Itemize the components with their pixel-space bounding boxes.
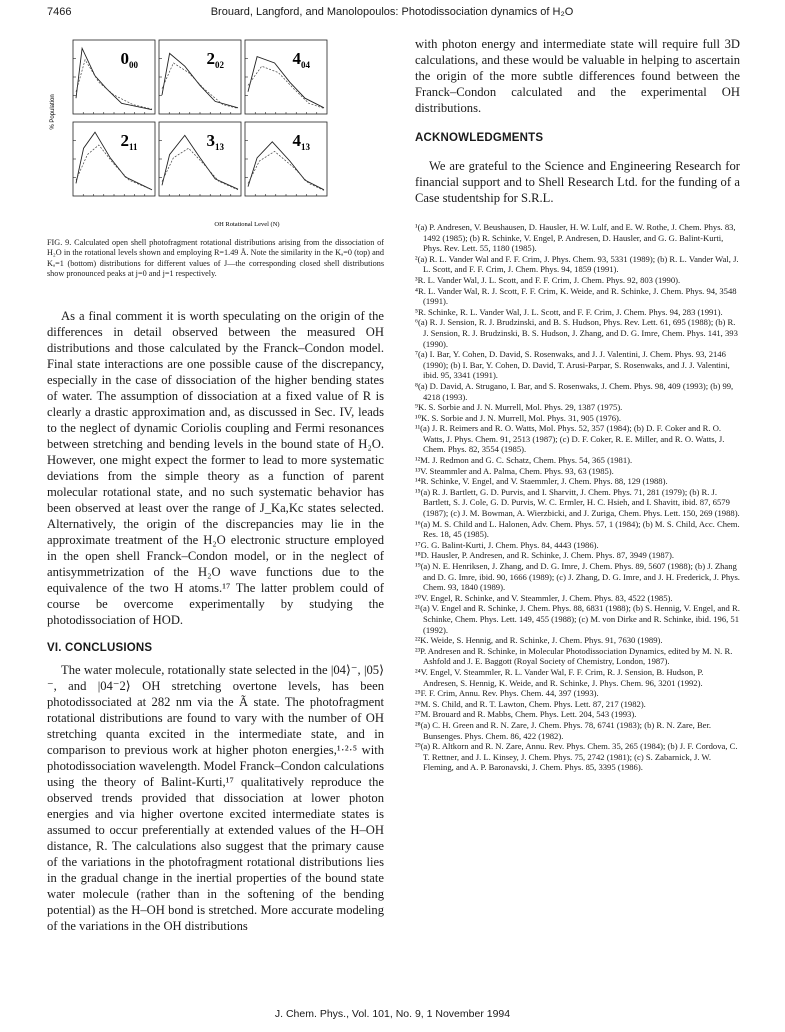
reference-item: ³R. L. Vander Wal, J. L. Scott, and F. F. Crim, J. Chem. Phys. 92, 803 (1990).	[415, 274, 681, 285]
reference-item: ⁸(a) D. David, A. Strugano, I. Bar, and S. Rosenwaks, J. Chem. Phys. 98, 409 (1993); (b) 99, 4218 (1993).	[415, 380, 734, 402]
reference-item: ²²K. Weide, S. Hennig, and R. Schinke, J. Chem. Phys. 91, 7630 (1989).	[415, 635, 663, 646]
panel-label-subscript: 04	[301, 60, 311, 70]
reference-item: ¹⁹(a) N. E. Henriksen, J. Zhang, and D. G. Imre, J. Chem. Phys. 89, 5607 (1988); (b) J. Zhang and D. G. Imre, ibid. 90, 1666 (1989); (c) J. Zhang, D. G. Imre, and J. H. Frederick, J. Phys. Chem. 93, 1840 (1989).	[415, 561, 740, 593]
figure-caption: FIG. 9. Calculated open shell photofragment rotational distributions arising from the dissociation of H₂O in the rotational levels shown and employing R=1.49 Å. Note the similarity in the Kₐ=0 (top) and Kₐ=1 (bottom) distributions for different values of J—the corresponding closed shell distributions show pronounced peaks at j=0 and j=1 respectively.	[47, 238, 384, 279]
reference-item: ²⁵F. F. Crim, Annu. Rev. Phys. Chem. 44, 397 (1993).	[415, 688, 599, 699]
reference-item: ²⁴V. Engel, V. Steammler, R. L. Vander Wal, F. F. Crim, R. J. Sension, B. Hudson, P. Andresen, S. Hennig, K. Weide, and R. Schinke, J. Phys. Chem. 96, 3201 (1992).	[415, 666, 704, 688]
reference-item: ²⁸(a) C. H. Green and R. N. Zare, J. Chem. Phys. 78, 6741 (1983); (b) R. N. Zare, Ber. Bunsenges. Phys. Chem. 86, 422 (1982).	[415, 719, 712, 741]
reference-item: ²(a) R. L. Vander Wal and F. F. Crim, J. Phys. Chem. 93, 5331 (1989); (b) R. L. Vander Wal, J. L. Scott, and F. F. Crim, J. Chem. Phys. 94, 1859 (1991).	[415, 253, 739, 275]
paragraph-conclusions: The water molecule, rotationally state selected in the |04⟩⁻, |05⟩⁻, and |04⁻2⟩ OH stretching overtone levels, has been photodissociated at 282 nm via the Ã state. The photofragment rotational distributions are found to vary with the number of OH stretching quanta excited in the intermediate state, and in comparison to previous work at higher photon energies,¹·²·⁵ with photodissociation wavelength. Model Franck–Condon calculations using the theory of Balint-Kurti,¹⁷ qualitatively reproduce the observed trends provided that dissociation at lower photon energies and via higher overtone excited intermediate states is assumed to occur preferentially at extended values of the H–OH distance, R. The calculations also suggest that the primary cause of the variations in the photofragment rotational distributions lies in the gradual change in the inertial properties of the bound state water molecule (rather than in the softening of the bending potential) as the H–OH bond is stretched. More accurate modeling of the variations in the OH distributions	[47, 662, 384, 933]
reference-item: ²⁶M. S. Child, and R. T. Lawton, Chem. Phys. Lett. 87, 217 (1982).	[415, 698, 646, 709]
panel-label: $4_{04}$	[292, 49, 311, 70]
panel-label-subscript: 02	[215, 60, 225, 70]
panel-frame	[73, 40, 155, 114]
paragraph-final-comment: As a final comment it is worth speculating on the origin of the differences in detail observed between the measured OH distributions and those calculated by the Franck–Condon model. Final state interactions are one possible cause of the discrepancy, especially in the case of dissociation of the higher bending states of water. The assumption of dissociation at a fixed value of R is clearly a drastic approximation and, as discussed in Sec. IV, leads to the neglect of dynamic Coriolis coupling and Fermi resonances between stretching and bending levels in the bound state of H₂O. However, one might expect the former to lead to more systematic deviations from the simple theory as a function of parent molecular rotational state, and no such systematic behavior has been observed at least over the range of J_Ka,Kc states selected. Alternatively, the origin of the discrepancies may lie in the approximate treatment of the H₂O electronic structure employed in the open shell Franck–Condon model, or in the neglect of antisymmetrization of the H₂O wave functions due to the equivalence of the two H atoms.¹⁷ The latter problem could of course be overcome experimentally by studying the photodissociation of HOD.	[47, 308, 384, 627]
distribution-curve	[248, 142, 324, 190]
right-column	[415, 36, 740, 773]
panel-label: $0_{00}$	[120, 49, 139, 70]
running-title: Brouard, Langford, and Manolopoulos: Photodissociation dynamics of H₂O	[210, 6, 574, 18]
reference-item: ²¹(a) V. Engel and R. Schinke, J. Chem. Phys. 88, 6831 (1988); (b) S. Hennig, V. Engel, and R. Schinke, Chem. Phys. Lett. 149, 455 (1988); (c) M. von Dirke and R. Schinke, ibid. 196, 51 (1992).	[415, 603, 740, 635]
panel-label: $3_{13}$	[206, 131, 225, 152]
reference-item: ⁶(a) R. J. Sension, R. J. Brudzinski, and B. S. Hudson, Phys. Rev. Lett. 61, 695 (1988); (b) R. J. Sension, R. J. Brudzinski, B. S. Hudson, J. Zhang, and D. G. Imre, Chem. Phys. 141, 393 (1990).	[415, 317, 738, 349]
figure-9	[47, 36, 384, 232]
reference-item: ²⁷M. Brouard and R. Mabbs, Chem. Phys. Lett. 204, 543 (1993).	[415, 709, 637, 720]
distribution-curve	[162, 53, 238, 107]
reference-item: ¹⁴R. Schinke, V. Engel, and V. Staemmler, J. Chem. Phys. 88, 129 (1988).	[415, 476, 668, 487]
reference-item: ¹⁰K. S. Sorbie and J. N. Murrell, Mol. Phys. 31, 905 (1976).	[415, 412, 622, 423]
reference-item: ¹⁵(a) R. J. Bartlett, G. D. Purvis, and I. Sharvitt, J. Chem. Phys. 71, 281 (1979); (b) R. J. Bartlett, S. J. Cole, G. D. Purvis, W. C. Ermler, H. C. Hsieh, and I. Shavitt, ibid. 87, 6579 (1987); (c) J. M. Bowman, A. Wierzbicki, and J. Zuriga, Chem. Phys. Lett. 150, 269 (1988).	[415, 486, 740, 519]
reference-item: ¹(a) P. Andresen, V. Beushausen, D. Hausler, H. W. Lulf, and E. W. Rothe, J. Chem. Phys. 83, 1492 (1985); (b) R. Schinke, V. Engel, P. Andresen, D. Hausler, and G. G. Balint-Kurti, Phys. Rev. Lett. 55, 1180 (1985).	[415, 222, 736, 254]
panel-label: $2_{02}$	[206, 49, 225, 70]
distribution-curve-alt	[76, 60, 152, 109]
reference-item: ⁷(a) I. Bar, Y. Cohen, D. David, S. Rosenwaks, and J. J. Valentini, J. Chem. Phys. 93, 2146 (1990); (b) I. Bar, Y. Cohen, D. David, T. Arusi-Parpar, S. Rosenwaks, and J. J. Valentini, ibid. 95, 3341 (1991).	[415, 349, 730, 381]
paragraph-acknowledgments: We are grateful to the Science and Engineering Research for financial support and to Shell Research Ltd. for the funding of a Case studentship for S.R.L.	[415, 159, 740, 205]
distribution-curve	[248, 57, 324, 108]
reference-item: ¹⁸D. Hausler, P. Andresen, and R. Schinke, J. Chem. Phys. 87, 3949 (1987).	[415, 550, 674, 561]
reference-item: ⁴R. L. Vander Wal, R. J. Scott, F. F. Crim, K. Weide, and R. Schinke, J. Chem. Phys. 94, 3548 (1991).	[415, 285, 737, 307]
left-column	[47, 36, 384, 934]
distribution-curve	[76, 48, 152, 109]
panel-label-subscript: 13	[301, 142, 311, 152]
reference-item: ²³P. Andresen and R. Schinke, in Molecular Photodissociation Dynamics, edited by M. N. R. Ashfold and J. E. Baggott (Royal Society of Chemistry, London, 1987).	[415, 645, 733, 667]
reference-item: ¹²M. J. Redmon and G. C. Schatz, Chem. Phys. 54, 365 (1981).	[415, 455, 633, 466]
page-number: 7466	[47, 6, 72, 18]
reference-item: ²⁹(a) R. Altkorn and R. N. Zare, Annu. Rev. Phys. Chem. 35, 265 (1984); (b) J. F. Cordova, C. T. Rettner, and J. L. Kinsey, J. Chem. Phys. 75, 2742 (1981); (c) S. Zabarnick, J. W. Fleming, and A. P. Baronavski, J. Chem. Phys. 85, 3395 (1986).	[415, 741, 738, 773]
reference-item: ⁵R. Schinke, R. L. Vander Wal, J. L. Scott, and F. F. Crim, J. Chem. Phys. 94, 283 (1991).	[415, 306, 723, 317]
panel-label-subscript: 00	[129, 60, 139, 70]
panel-label: $4_{13}$	[292, 131, 311, 152]
reference-item: ¹³V. Steammler and A. Palma, Chem. Phys. 93, 63 (1985).	[415, 465, 614, 476]
y-axis-label: % Population	[50, 94, 56, 130]
section-heading-conclusions: VI. CONCLUSIONS	[47, 641, 153, 654]
panel-frame	[159, 40, 241, 114]
distribution-curve	[162, 135, 238, 189]
distribution-curve-alt	[76, 145, 152, 190]
reference-item: ¹¹(a) J. R. Reimers and R. O. Watts, Mol. Phys. 52, 357 (1984); (b) D. F. Coker and R. O. Watts, J. Phys. Chem. 91, 2513 (1987); (c) D. F. Coker, R. E. Miller, and R. O. Watts, J. Chem. Phys. 82, 3554 (1985).	[415, 423, 725, 455]
journal-footer: J. Chem. Phys., Vol. 101, No. 9, 1 November 1994	[274, 1008, 511, 1020]
section-heading-acknowledgments: ACKNOWLEDGMENTS	[415, 132, 544, 144]
reference-item: ²⁰V. Engel, R. Schinke, and V. Steammler, J. Chem. Phys. 83, 4522 (1985).	[415, 592, 673, 603]
reference-item: ¹⁷G. G. Balint-Kurti, J. Chem. Phys. 84, 4443 (1986).	[415, 539, 599, 550]
reference-item: ⁹K. S. Sorbie and J. N. Murrell, Mol. Phys. 29, 1387 (1975).	[415, 402, 623, 413]
panel-label: $2_{11}$	[120, 131, 138, 152]
x-axis-label: OH Rotational Level (N)	[214, 221, 280, 228]
running-header	[47, 6, 737, 22]
reference-list	[415, 222, 740, 773]
figure-9-plot	[47, 36, 384, 232]
distribution-curve	[76, 132, 152, 190]
reference-item: ¹⁶(a) M. S. Child and L. Halonen, Adv. Chem. Phys. 57, 1 (1984); (b) M. S. Child, Acc. Chem. Res. 18, 45 (1985).	[415, 518, 740, 540]
panel-label-subscript: 11	[129, 142, 138, 152]
paragraph-continued: with photon energy and intermediate state will require full 3D calculations, and these would be valuable in helping to ascertain the origin of the more subtle differences found between the Franck–Condon calculated and the experimental OH distributions.	[415, 37, 740, 115]
panel-label-subscript: 13	[215, 142, 225, 152]
